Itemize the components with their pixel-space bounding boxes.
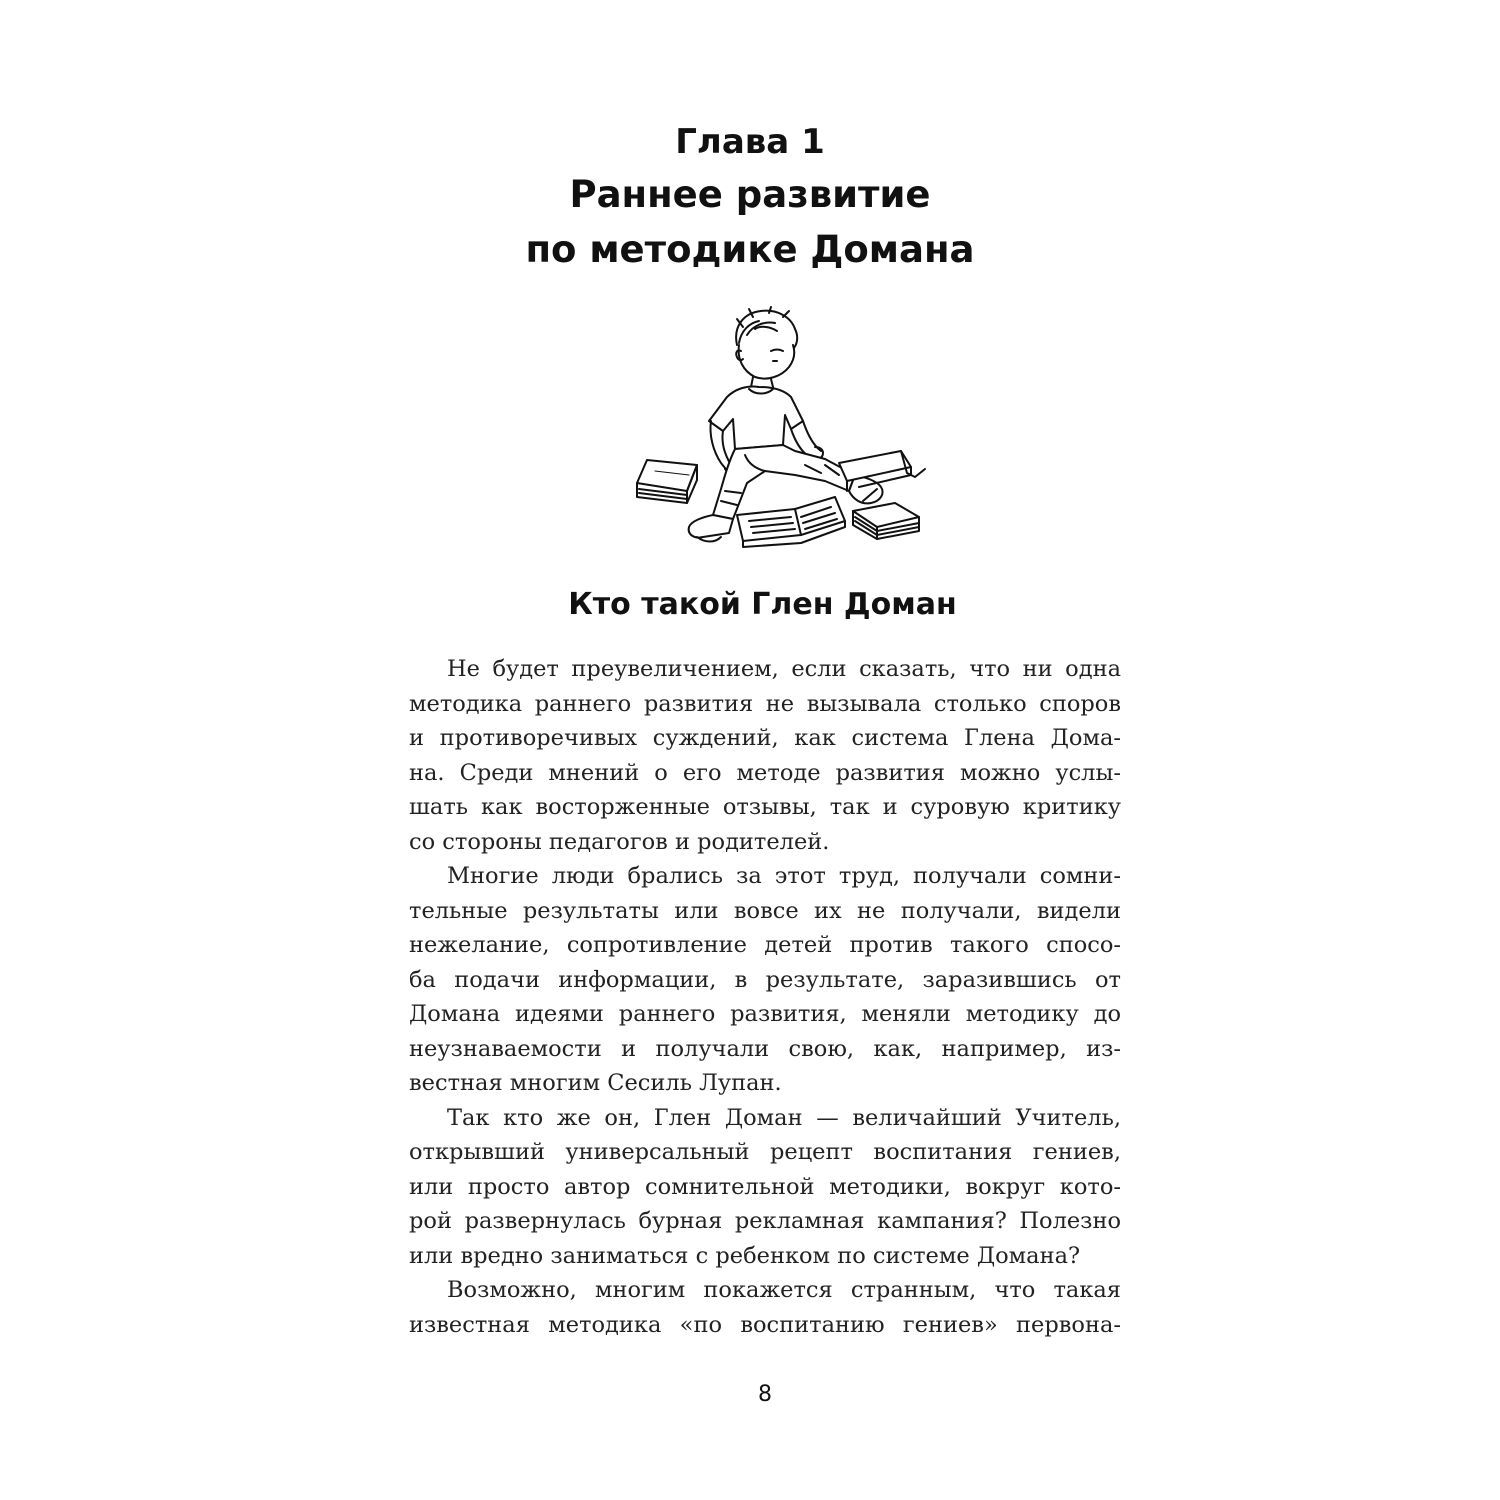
text-line: на. Среди мнений о его методе развития можно услы-	[409, 759, 1121, 786]
section-title: Кто такой Глен Доман	[568, 587, 957, 622]
paragraph-2	[409, 859, 1121, 1101]
text-line: со стороны педагогов и родителей.	[409, 828, 830, 855]
paragraph-4	[409, 1273, 1121, 1342]
book-stack-left	[637, 460, 697, 503]
chapter-title-line-1: Раннее развитие	[569, 173, 931, 216]
text-line: или просто автор сомнительной методики, вокруг кото-	[409, 1173, 1121, 1200]
boy-with-books-illustration	[625, 305, 930, 550]
open-book	[737, 497, 845, 547]
text-line: Не будет преувеличением, если сказать, что ни одна	[447, 656, 1121, 682]
text-line: Так кто же он, Глен Доман — величайший Учитель,	[447, 1104, 1121, 1131]
text-line: нежелание, сопротивление детей против такого спосо-	[409, 932, 1121, 958]
text-line: или вредно заниматься с ребенком по системе Домана?	[409, 1242, 1081, 1269]
text-line: открывший универсальный рецепт воспитания гениев,	[409, 1139, 1121, 1165]
text-line: шать как восторженные отзывы, так и суровую критику	[409, 794, 1121, 820]
text-line: Многие люди брались за этот труд, получали сомни-	[447, 863, 1121, 889]
book-stack-right	[853, 503, 919, 539]
text-line: неузнаваемости и получали свою, как, например, из-	[409, 1035, 1121, 1062]
text-line: методика раннего развития не вызывала столько споров	[409, 690, 1121, 717]
text-line: ба подачи информации, в результате, заразившись от	[409, 966, 1121, 993]
text-line: Возможно, многим покажется странным, что такая	[447, 1277, 1121, 1303]
text-line: тельные результаты или вовсе их не получали, видели	[409, 897, 1121, 924]
page-number: 8	[758, 1382, 772, 1407]
paragraph-3	[409, 1101, 1121, 1274]
boy-figure	[689, 307, 883, 542]
chapter-label: Глава 1	[675, 122, 825, 162]
text-line: и противоречивых суждений, как система Глена Дома-	[409, 725, 1121, 751]
chapter-title-line-2: по методике Домана	[525, 228, 975, 271]
text-line: рой развернулась бурная рекламная кампания? Полезно	[409, 1208, 1121, 1234]
paragraph-1	[409, 652, 1121, 859]
text-line: Домана идеями раннего развития, меняли методику до	[409, 1001, 1121, 1027]
text-line: вестная многим Сесиль Лупан.	[409, 1070, 782, 1096]
body-text	[409, 652, 1121, 1342]
text-line: известная методика «по воспитанию гениев» первона-	[409, 1311, 1121, 1338]
